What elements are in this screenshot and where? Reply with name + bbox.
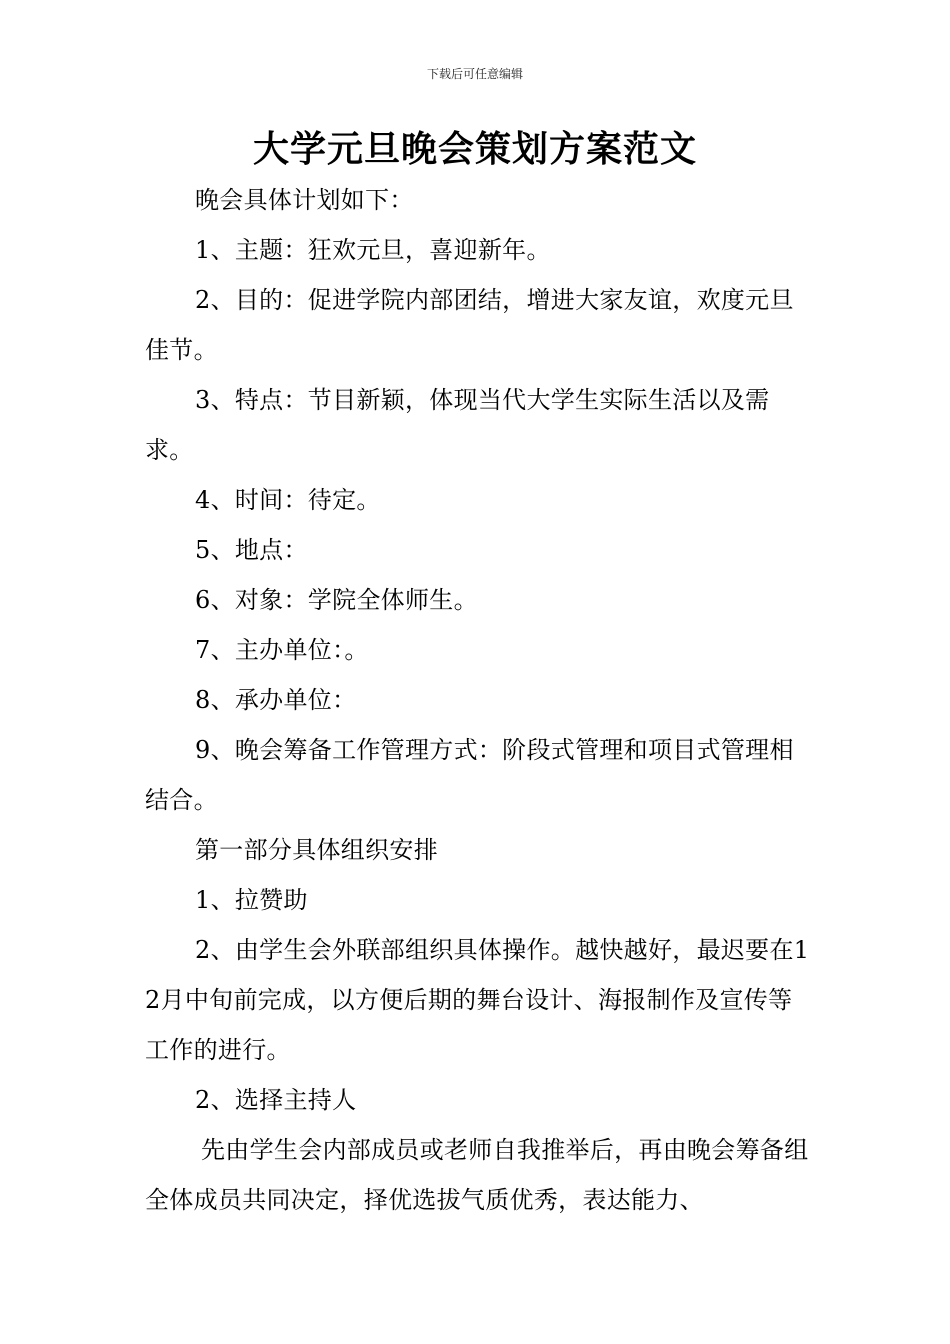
paragraph: 9、晚会筹备工作管理方式：阶段式管理和项目式管理相结合。 [145, 736, 794, 814]
paragraph: 5、地点： [195, 536, 308, 564]
paragraph: 先由学生会内部成员或老师自我推举后，再由晚会筹备组全体成员共同决定，择优选拔气质优秀，表达能力、 [145, 1136, 809, 1214]
paragraph: 4、时间：待定。 [195, 486, 381, 514]
paragraph: 2、由学生会外联部组织具体操作。越快越好，最迟要在12月中旬前完成，以方便后期的舞台设计、海报制作及宣传等工作的进行。 [145, 936, 810, 1064]
document-body [145, 175, 810, 1225]
paragraph: 1、主题：狂欢元旦，喜迎新年。 [195, 236, 551, 264]
section-heading: 第一部分具体组织安排 [195, 836, 438, 864]
paragraph: 2、目的：促进学院内部团结，增进大家友谊，欢度元旦佳节。 [145, 286, 794, 364]
paragraph: 7、主办单位：。 [195, 636, 369, 664]
paragraph: 2、选择主持人 [195, 1086, 357, 1114]
paragraph: 8、承办单位： [195, 686, 357, 714]
paragraph: 晚会具体计划如下： [195, 186, 414, 214]
paragraph: 1、拉赞助 [195, 886, 308, 914]
header-note: 下载后可任意编辑 [426, 67, 523, 81]
paragraph: 6、对象：学院全体师生。 [195, 586, 478, 614]
document-title: 大学元旦晚会策划方案范文 [252, 129, 697, 170]
paragraph: 3、特点：节目新颖，体现当代大学生实际生活以及需求。 [145, 386, 770, 464]
